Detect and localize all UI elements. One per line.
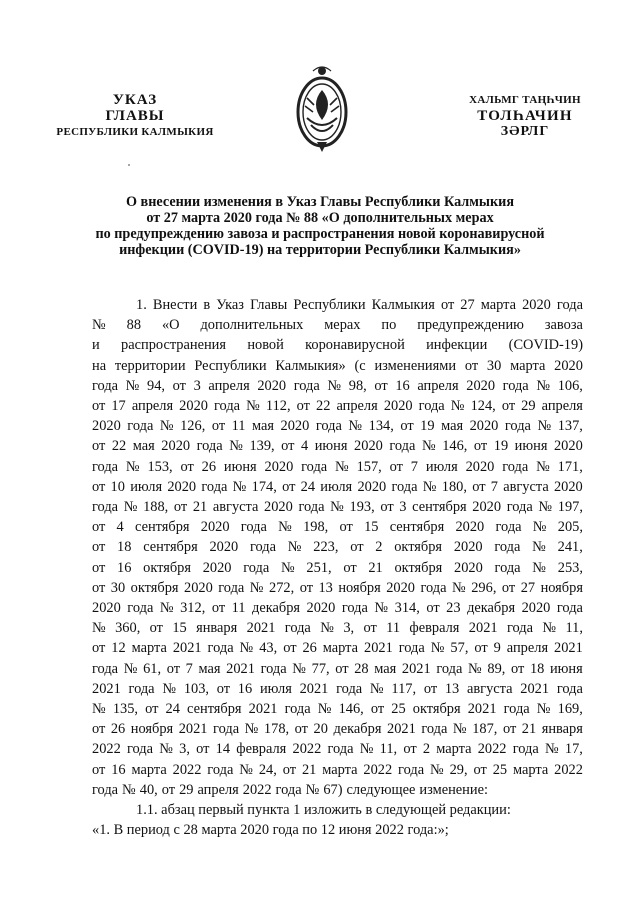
header-right-line-2: ТОЛҺАЧИН bbox=[477, 108, 573, 124]
paragraph-line: № 135, от 24 сентября 2021 года № 146, от 25 октября 2021 года № 169, bbox=[92, 701, 583, 718]
paragraph-line: года № 188, от 21 августа 2020 года № 193, от 3 сентября 2020 года № 197, bbox=[92, 499, 583, 516]
paragraph-line: на территории Республики Калмыкия» (с изменениями от 30 марта 2020 bbox=[92, 357, 583, 374]
document-body bbox=[92, 295, 583, 840]
paragraph-line: от 26 ноября 2021 года № 178, от 20 декабря 2021 года № 187, от 21 января bbox=[92, 721, 583, 738]
paragraph-line: от 10 июля 2020 года № 174, от 24 июля 2020 года № 180, от 7 августа 2020 bbox=[92, 478, 583, 495]
paragraph-line: от 16 октября 2020 года № 251, от 21 октября 2020 года № 253, bbox=[92, 559, 583, 576]
paragraph-line: от 12 марта 2021 года № 43, от 26 марта 2021 года № 57, от 9 апреля 2021 bbox=[92, 640, 583, 657]
paragraph-line: от 16 марта 2022 года № 24, от 21 марта 2022 года № 29, от 25 марта 2022 bbox=[92, 761, 583, 778]
title-line: О внесении изменения в Указ Главы Республики Калмыкия bbox=[125, 194, 515, 210]
paragraph-line: года № 40, от 29 апреля 2022 года № 67) следующее изменение: bbox=[92, 781, 488, 798]
paragraph-line: № 360, от 15 января 2021 года № 3, от 11 февраля 2021 года № 11, bbox=[92, 620, 583, 637]
paragraph-line: года № 94, от 3 апреля 2020 года № 98, от 16 апреля 2020 года № 106, bbox=[92, 377, 583, 394]
paragraph-line: от 30 октября 2020 года № 272, от 13 ноября 2020 года № 296, от 27 ноября bbox=[92, 579, 583, 596]
title-line: по предупреждению завоза и распространения новой коронавирусной bbox=[95, 226, 545, 242]
paragraph-line: от 22 мая 2020 года № 139, от 4 июня 2020 года № 146, от 19 июня 2020 bbox=[92, 438, 583, 455]
scan-speck bbox=[128, 164, 130, 166]
header-left-line-1: УКАЗ bbox=[112, 92, 158, 108]
header-right bbox=[425, 92, 625, 140]
header-left bbox=[0, 92, 270, 140]
paragraph-line: 2020 года № 126, от 11 мая 2020 года № 134, от 19 мая 2020 года № 137, bbox=[92, 418, 583, 435]
paragraph-line: 1. Внести в Указ Главы Республики Калмыкия от 27 марта 2020 года bbox=[136, 297, 583, 313]
paragraph-line: года № 153, от 26 июня 2020 года № 157, от 7 июля 2020 года № 171, bbox=[92, 458, 583, 475]
paragraph-line: от 18 сентября 2020 года № 223, от 2 октября 2020 года № 241, bbox=[92, 539, 583, 556]
header-left-line-3: РЕСПУБЛИКИ КАЛМЫКИЯ bbox=[56, 126, 214, 138]
emblem-icon bbox=[293, 62, 351, 154]
paragraph-line: года № 61, от 7 мая 2021 года № 77, от 28 мая 2021 года № 89, от 18 июня bbox=[92, 660, 583, 677]
paragraph-line: 2022 года № 3, от 14 февраля 2022 года № 11, от 2 марта 2022 года № 17, bbox=[92, 741, 583, 758]
header-left-line-2: ГЛАВЫ bbox=[105, 108, 165, 124]
paragraph-line: № 88 «О дополнительных мерах по предупреждению завоза bbox=[92, 317, 583, 334]
document-title bbox=[60, 194, 580, 258]
title-line: от 27 марта 2020 года № 88 «О дополнительных мерах bbox=[146, 210, 494, 226]
quote-text: «1. В период с 28 марта 2020 года по 12 июня 2022 года:»; bbox=[92, 822, 449, 839]
paragraph-line: 2020 года № 312, от 11 декабря 2020 года № 314, от 23 декабря 2020 года bbox=[92, 600, 583, 617]
paragraph-line: 2021 года № 103, от 16 июля 2021 года № 117, от 13 августа 2021 года bbox=[92, 680, 583, 697]
paragraph-line: от 17 апреля 2020 года № 112, от 22 апреля 2020 года № 124, от 29 апреля bbox=[92, 398, 583, 415]
header-right-line-1: ХАЛЬМГ ТАҢҺЧИН bbox=[469, 94, 581, 106]
main-paragraph bbox=[92, 295, 583, 800]
paragraph-line: от 4 сентября 2020 года № 198, от 15 сентября 2020 года № 205, bbox=[92, 519, 583, 536]
header-right-line-3: ЗӘРЛГ bbox=[500, 124, 550, 139]
title-line: инфекции (COVID-19) на территории Республики Калмыкия» bbox=[119, 242, 521, 258]
subpoint-text: 1.1. абзац первый пункта 1 изложить в следующей редакции: bbox=[136, 802, 511, 819]
paragraph-line: и распространения новой коронавирусной инфекции (COVID-19) bbox=[92, 337, 583, 354]
